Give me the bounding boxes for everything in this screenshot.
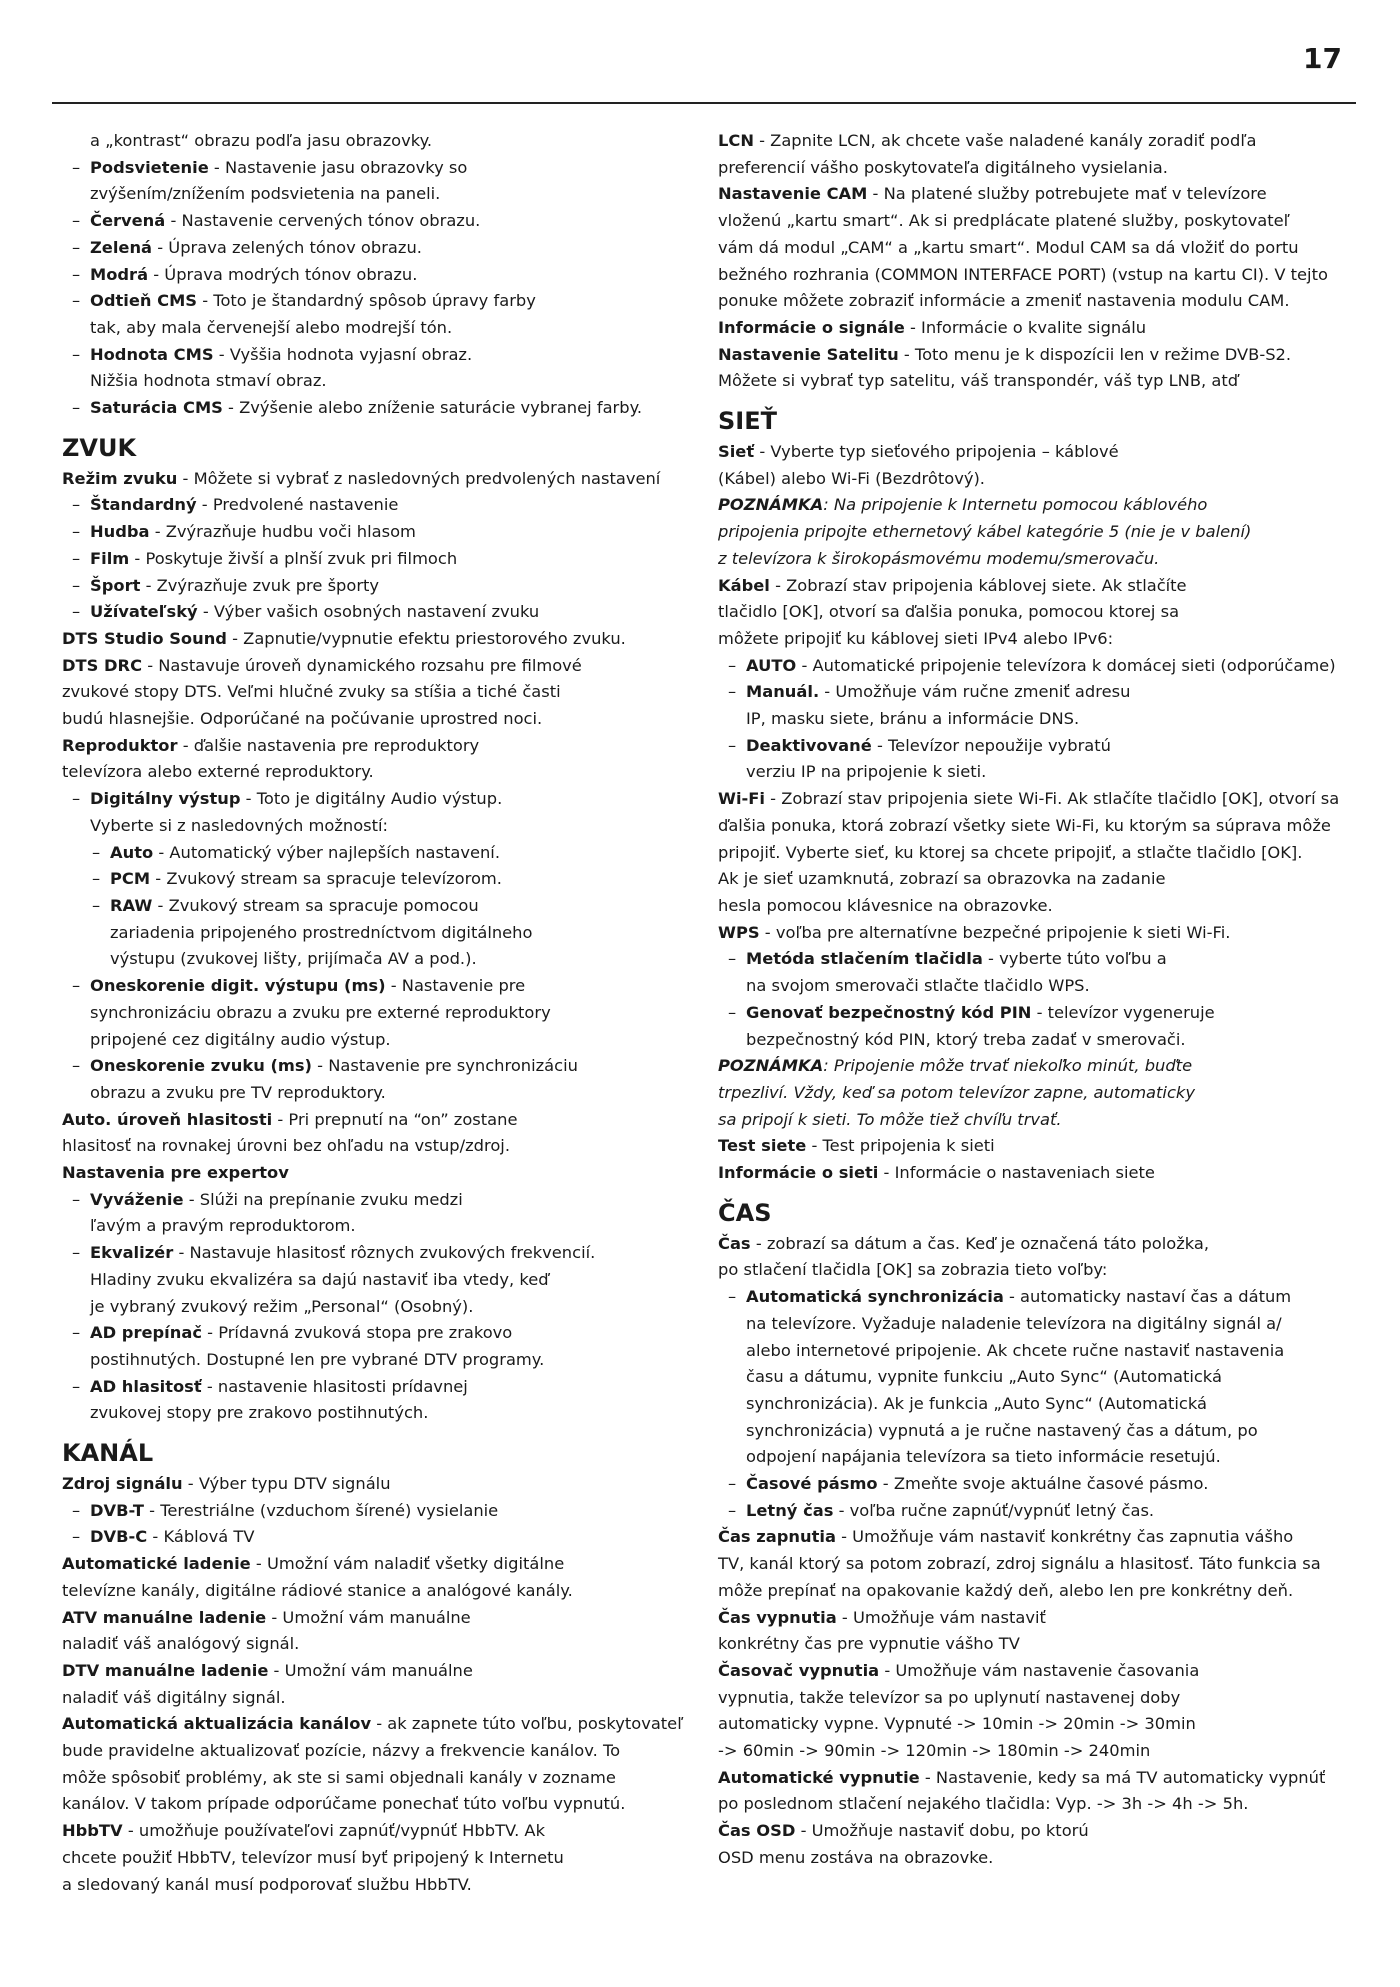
text-line: chcete použiť HbbTV, televízor musí byť pripojený k Internetu [62, 1847, 564, 1867]
text-line: Nastavenie Satelitu - Toto menu je k dispozícii len v režime DVB-S2. [718, 344, 1292, 364]
section-heading-kanal: KANÁL [62, 1439, 154, 1468]
text-line: naladiť váš analógový signál. [62, 1634, 300, 1654]
text-line: OSD menu zostáva na obrazovke. [718, 1847, 994, 1867]
text-line: Hladiny zvuku ekvalizéra sa dajú nastaviť iba vtedy, keď [90, 1269, 549, 1289]
list-item: – RAW - Zvukový stream sa spracuje pomocou [62, 893, 712, 920]
text-line: pripojené cez digitálny audio výstup. [90, 1029, 391, 1049]
text-line: alebo internetové pripojenie. Ak chcete ručne nastaviť nastavenia [746, 1340, 1285, 1360]
text-line: po stlačení tlačidla [OK] sa zobrazia tieto voľby: [718, 1260, 1108, 1280]
text-line: Reproduktor - ďalšie nastavenia pre reproduktory [62, 735, 480, 755]
list-item: – Metóda stlačením tlačidla - vyberte túto voľbu a [718, 946, 1368, 973]
text-line: bude pravidelne aktualizovať pozície, názvy a frekvencie kanálov. To [62, 1741, 621, 1761]
left-column [62, 128, 712, 1898]
text-line: a sledovaný kanál musí podporovať službu HbbTV. [62, 1874, 472, 1894]
list-item: – AD hlasitosť - nastavenie hlasitosti prídavnej [62, 1374, 712, 1401]
list-item: – AUTO - Automatické pripojenie televízora k domácej sieti (odporúčame) [718, 653, 1368, 680]
text-line: konkrétny čas pre vypnutie vášho TV [718, 1634, 1020, 1654]
right-column [718, 128, 1368, 1872]
text-line: Informácie o sieti - Informácie o nastaveniach siete [718, 1163, 1155, 1183]
list-item: – Letný čas - voľba ručne zapnúť/vypnúť letný čas. [718, 1498, 1368, 1525]
text-line: na svojom smerovači stlačte tlačidlo WPS. [746, 976, 1090, 996]
section-heading-cas: ČAS [718, 1198, 772, 1227]
text-line: budú hlasnejšie. Odporúčané na počúvanie uprostred noci. [62, 709, 543, 729]
list-item: – Šport - Zvýrazňuje zvuk pre športy [62, 573, 712, 600]
text-line: tlačidlo [OK], otvorí sa ďalšia ponuka, pomocou ktorej sa [718, 602, 1180, 622]
text-line: DTV manuálne ladenie - Umožní vám manuálne [62, 1660, 473, 1680]
text-line: zvukovej stopy pre zrakovo postihnutých. [90, 1403, 429, 1423]
list-item: – PCM - Zvukový stream sa spracuje televízorom. [62, 866, 712, 893]
list-item: – Podsvietenie - Nastavenie jasu obrazovky so [62, 155, 712, 182]
text-line: ďalšia ponuka, ktorá zobrazí všetky siete Wi-Fi, ku ktorým sa súprava môže [718, 815, 1331, 835]
text-line: tak, aby mala červenejší alebo modrejší tón. [90, 317, 453, 337]
list-item: – Užívateľský - Výber vašich osobných nastavení zvuku [62, 599, 712, 626]
text-line: Môžete si vybrať typ satelitu, váš transpondér, váš typ LNB, atď [718, 371, 1239, 391]
text-line: času a dátumu, vypnite funkciu „Auto Sync“ (Automatická [746, 1367, 1222, 1387]
text-line: televízora alebo externé reproduktory. [62, 762, 374, 782]
list-item: – Červená - Nastavenie cervených tónov obrazu. [62, 208, 712, 235]
list-item: – Zelená - Úprava zelených tónov obrazu. [62, 235, 712, 262]
text-line: Nastavenie CAM - Na platené služby potrebujete mať v televízore [718, 184, 1267, 204]
text-line: Čas zapnutia - Umožňuje vám nastaviť konkrétny čas zapnutia vášho [718, 1527, 1294, 1547]
text-line: vám dá modul „CAM“ a „kartu smart“. Modul CAM sa dá vložiť do portu [718, 237, 1299, 257]
text-line: hlasitosť na rovnakej úrovni bez ohľadu na vstup/zdroj. [62, 1136, 510, 1156]
text-line: výstupu (zvukovej lišty, prijímača AV a pod.). [110, 949, 477, 969]
note-line: pripojenia pripojte ethernetový kábel kategórie 5 (nie je v balení) [718, 522, 1252, 542]
text-line: DTS DRC - Nastavuje úroveň dynamického rozsahu pre filmové [62, 655, 582, 675]
list-item: – Genovať bezpečnostný kód PIN - televízor vygeneruje [718, 1000, 1368, 1027]
list-item: – Film - Poskytuje živší a plnší zvuk pri filmoch [62, 546, 712, 573]
text-line: Wi-Fi - Zobrazí stav pripojenia siete Wi-Fi. Ak stlačíte tlačidlo [OK], otvorí sa [718, 789, 1340, 809]
text-line: preferencií vášho poskytovateľa digitálneho vysielania. [718, 157, 1168, 177]
text-line: Automatická aktualizácia kanálov - ak zapnete túto voľbu, poskytovateľ [62, 1714, 684, 1734]
text-line: ponuke môžete zobraziť informácie a zmeniť nastavenia modulu CAM. [718, 291, 1290, 311]
list-item: – Hudba - Zvýrazňuje hudbu voči hlasom [62, 519, 712, 546]
list-item: – Deaktivované - Televízor nepoužije vybratú [718, 733, 1368, 760]
text-line: synchronizácia) vypnutá a je ručne nastavený čas a dátum, po [746, 1420, 1258, 1440]
text-line: bežného rozhrania (COMMON INTERFACE PORT) (vstup na kartu CI). V tejto [718, 264, 1328, 284]
text-line: -> 60min -> 90min -> 120min -> 180min -> 240min [718, 1741, 1151, 1761]
list-item: – Štandardný - Predvolené nastavenie [62, 492, 712, 519]
text-line: Čas vypnutia - Umožňuje vám nastaviť [718, 1607, 1046, 1627]
text-line: po poslednom stlačení nejakého tlačidla: Vyp. -> 3h -> 4h -> 5h. [718, 1794, 1249, 1814]
text-line: Vyberte si z nasledovných možností: [90, 815, 389, 835]
text-line: naladiť váš digitálny signál. [62, 1687, 286, 1707]
text-line: vypnutia, takže televízor sa po uplynutí nastavenej doby [718, 1687, 1181, 1707]
list-item: – Oneskorenie digit. výstupu (ms) - Nastavenie pre [62, 973, 712, 1000]
text-line: ATV manuálne ladenie - Umožní vám manuálne [62, 1607, 471, 1627]
list-item: – DVB-C - Káblová TV [62, 1524, 712, 1551]
text-line: synchronizácia). Ak je funkcia „Auto Sync“ (Automatická [746, 1393, 1207, 1413]
list-item: – AD prepínač - Prídavná zvuková stopa pre zrakovo [62, 1320, 712, 1347]
text-line: Automatické vypnutie - Nastavenie, kedy sa má TV automaticky vypnúť [718, 1767, 1326, 1787]
text-line: môže prepínať na opakovanie každý deň, alebo len pre konkrétny deň. [718, 1580, 1294, 1600]
page-number: 17 [1303, 42, 1342, 75]
text-line: HbbTV - umožňuje používateľovi zapnúť/vypnúť HbbTV. Ak [62, 1821, 545, 1841]
text-line: ľavým a pravým reproduktorom. [90, 1216, 356, 1236]
text-line: Nastavenia pre expertov [62, 1163, 289, 1183]
text-line: zvýšením/znížením podsvietenia na paneli. [90, 184, 441, 204]
text-line: na televízore. Vyžaduje naladenie televízora na digitálny signál a/ [746, 1313, 1282, 1333]
text-line: môžete pripojiť ku káblovej sieti IPv4 alebo IPv6: [718, 628, 1114, 648]
text-line: zariadenia pripojeného prostredníctvom digitálneho [110, 922, 533, 942]
text-line: DTS Studio Sound - Zapnutie/vypnutie efektu priestorového zvuku. [62, 628, 626, 648]
text-line: (Kábel) alebo Wi-Fi (Bezdrôtový). [718, 468, 985, 488]
text-line: obrazu a zvuku pre TV reproduktory. [90, 1082, 386, 1102]
text-line: kanálov. V takom prípade odporúčame ponechať túto voľbu vypnutú. [62, 1794, 626, 1814]
text-line: Sieť - Vyberte typ sieťového pripojenia – káblové [718, 442, 1119, 462]
text-line: postihnutých. Dostupné len pre vybrané DTV programy. [90, 1349, 545, 1369]
text-line: TV, kanál ktorý sa potom zobrazí, zdroj signálu a hlasitosť. Táto funkcia sa [718, 1554, 1321, 1574]
text-line: Automatické ladenie - Umožní vám naladiť všetky digitálne [62, 1554, 565, 1574]
list-item: – Časové pásmo - Zmeňte svoje aktuálne časové pásmo. [718, 1471, 1368, 1498]
note-line: sa pripojí k sieti. To môže tiež chvíľu trvať. [718, 1109, 1062, 1129]
note-line: POZNÁMKA: Pripojenie môže trvať niekoľko minút, buďte [718, 1056, 1193, 1076]
list-item: – Automatická synchronizácia - automaticky nastaví čas a dátum [718, 1284, 1368, 1311]
text-line: Čas OSD - Umožňuje nastaviť dobu, po ktorú [718, 1821, 1089, 1841]
section-heading-siet: SIEŤ [718, 407, 777, 436]
text-line: Auto. úroveň hlasitosti - Pri prepnutí na “on” zostane [62, 1109, 518, 1129]
text-line: Časovač vypnutia - Umožňuje vám nastavenie časovania [718, 1660, 1200, 1680]
text-line: Nižšia hodnota stmaví obraz. [90, 371, 327, 391]
list-item: – Saturácia CMS - Zvýšenie alebo zníženie saturácie vybranej farby. [62, 395, 712, 422]
text-line: Ak je sieť uzamknutá, zobrazí sa obrazovka na zadanie [718, 869, 1166, 889]
list-item: – Digitálny výstup - Toto je digitálny Audio výstup. [62, 786, 712, 813]
text-line: Režim zvuku - Môžete si vybrať z nasledovných predvolených nastavení [62, 468, 661, 488]
list-item: – Hodnota CMS - Vyššia hodnota vyjasní obraz. [62, 342, 712, 369]
text-line: Test siete - Test pripojenia k sieti [718, 1136, 995, 1156]
text-line: bezpečnostný kód PIN, ktorý treba zadať v smerovači. [746, 1029, 1186, 1049]
text-line: automaticky vypne. Vypnuté -> 10min -> 20min -> 30min [718, 1714, 1196, 1734]
note-line: z televízora k širokopásmovému modemu/smerovaču. [718, 548, 1160, 568]
text-line: IP, masku siete, bránu a informácie DNS. [746, 709, 1080, 729]
list-item: – Auto - Automatický výber najlepších nastavení. [62, 840, 712, 867]
text-line: synchronizáciu obrazu a zvuku pre externé reproduktory [90, 1002, 551, 1022]
note-line: POZNÁMKA: Na pripojenie k Internetu pomocou káblového [718, 495, 1208, 515]
text-line: Zdroj signálu - Výber typu DTV signálu [62, 1474, 391, 1494]
text-line: vloženú „kartu smart“. Ak si predplácate platené služby, poskytovateľ [718, 211, 1290, 231]
text-line: pripojiť. Vyberte sieť, ku ktorej sa chcete pripojiť, a stlačte tlačidlo [OK]. [718, 842, 1303, 862]
text-line: televízne kanály, digitálne rádiové stanice a analógové kanály. [62, 1580, 573, 1600]
list-item: – Ekvalizér - Nastavuje hlasitosť rôznych zvukových frekvencií. [62, 1240, 712, 1267]
list-item: – Modrá - Úprava modrých tónov obrazu. [62, 262, 712, 289]
text-line: WPS - voľba pre alternatívne bezpečné pripojenie k sieti Wi-Fi. [718, 922, 1231, 942]
list-item: – Manuál. - Umožňuje vám ručne zmeniť adresu [718, 679, 1368, 706]
text-line: a „kontrast“ obrazu podľa jasu obrazovky. [90, 131, 433, 150]
text-line: Kábel - Zobrazí stav pripojenia káblovej siete. Ak stlačíte [718, 575, 1187, 595]
text-line: Čas - zobrazí sa dátum a čas. Keď je označená táto položka, [718, 1233, 1210, 1253]
list-item: – Vyváženie - Slúži na prepínanie zvuku medzi [62, 1187, 712, 1214]
text-line: hesla pomocou klávesnice na obrazovke. [718, 895, 1053, 915]
header-rule [52, 102, 1356, 104]
text-line: je vybraný zvukový režim „Personal“ (Osobný). [90, 1296, 474, 1316]
list-item: – DVB-T - Terestriálne (vzduchom šírené) vysielanie [62, 1498, 712, 1525]
text-line: odpojení napájania televízora sa tieto informácie resetujú. [746, 1447, 1221, 1467]
text-line: Informácie o signále - Informácie o kvalite signálu [718, 317, 1147, 337]
list-item: – Odtieň CMS - Toto je štandardný spôsob úpravy farby [62, 288, 712, 315]
text-line: verziu IP na pripojenie k sieti. [746, 762, 987, 782]
list-item: – Oneskorenie zvuku (ms) - Nastavenie pre synchronizáciu [62, 1053, 712, 1080]
text-line: môže spôsobiť problémy, ak ste si sami objednali kanály v zozname [62, 1767, 616, 1787]
section-heading-zvuk: ZVUK [62, 433, 137, 462]
note-line: trpezliví. Vždy, keď sa potom televízor zapne, automaticky [718, 1082, 1195, 1102]
text-line: zvukové stopy DTS. Veľmi hlučné zvuky sa stíšia a tiché časti [62, 682, 561, 702]
text-line: LCN - Zapnite LCN, ak chcete vaše naladené kanály zoradiť podľa [718, 131, 1257, 150]
